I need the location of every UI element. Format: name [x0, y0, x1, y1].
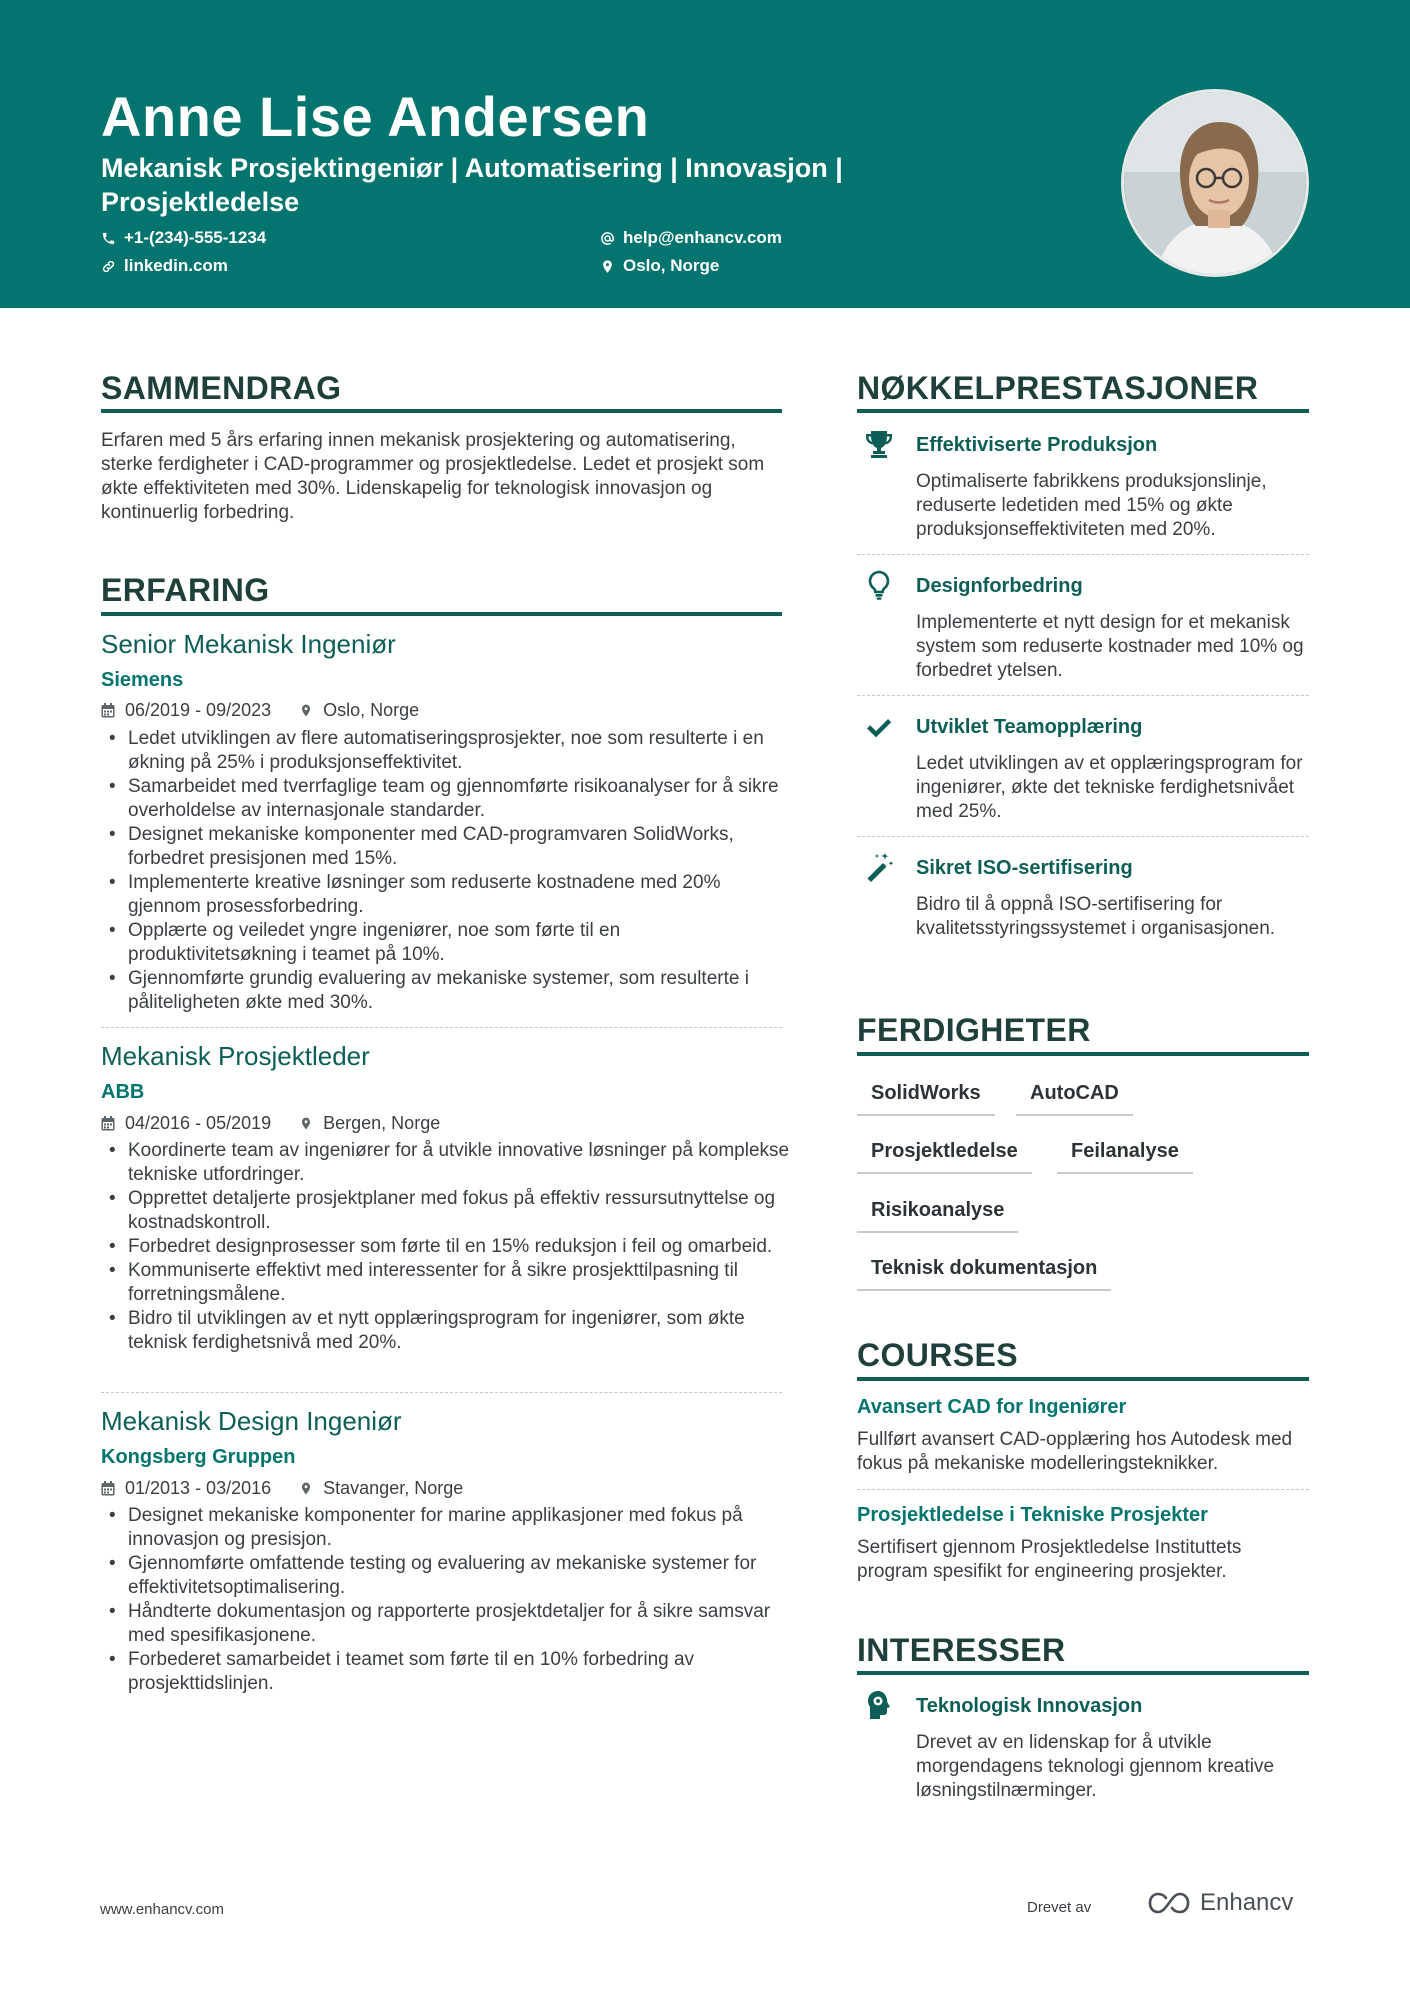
job-bullet: • Designet mekaniske komponenter med CAD-programvaren SolidWorks, forbedret presisjonen med 15%.: [101, 823, 791, 871]
job-dates: 06/2019 - 09/2023: [125, 700, 272, 720]
experience-rule: [101, 612, 782, 616]
calendar-icon: [101, 703, 115, 718]
job-bullet: • Implementerte kreative løsninger som reduserte kostnadene med 20% gjennom prosessforbedring.: [101, 871, 791, 919]
enhancv-logo-icon: [1146, 1889, 1192, 1917]
experience-heading: ERFARING: [101, 572, 270, 608]
job-bullet: • Gjennomførte grundig evaluering av mekaniske systemer, som resulterte i påliteligheten økte med 30%.: [101, 967, 791, 1015]
location-pin-icon: [600, 259, 615, 274]
job-meta: [101, 1113, 440, 1134]
courses-heading: COURSES: [857, 1337, 1019, 1373]
interest-title: Teknologisk Innovasjon: [916, 1695, 1143, 1717]
course-title: Prosjektledelse i Tekniske Prosjekter: [857, 1504, 1208, 1526]
job-bullet: • Designet mekaniske komponenter for marine applikasjoner med fokus på innovasjon og presisjon.: [101, 1504, 791, 1552]
brand-name: Enhancv: [1200, 1889, 1294, 1916]
skill-tag: Risikoanalyse: [857, 1193, 1018, 1233]
job-bullet: • Kommuniserte effektivt med interessenter for å sikre prosjekttilpasning til forretningsmålene.: [101, 1259, 791, 1307]
job-bullet: • Samarbeidet med tverrfaglige team og gjennomførte risikoanalyser for å sikre overholdelse av internasjonale standarder.: [101, 775, 791, 823]
resume-header: [0, 0, 1410, 308]
job-company: ABB: [101, 1081, 145, 1103]
skills-heading: FERDIGHETER: [857, 1012, 1091, 1048]
divider: [857, 836, 1309, 837]
achievement-text: Ledet utviklingen av et opplæringsprogram for ingeniører, økte det tekniske ferdighetsnivået med 25%.: [916, 753, 1303, 822]
link-icon: [101, 259, 116, 274]
job-location: Oslo, Norge: [323, 700, 420, 720]
job-meta: [101, 700, 419, 721]
calendar-icon: [101, 1116, 115, 1131]
job-meta: [101, 1478, 463, 1499]
job-bullet: • Forbedret designprosesser som førte til en 15% reduksjon i feil og omarbeid.: [101, 1235, 791, 1259]
candidate-name: Anne Lise Andersen: [101, 85, 650, 148]
summary-heading: SAMMENDRAG: [101, 370, 342, 406]
job-bullets: [101, 1504, 791, 1696]
job-company: Siemens: [101, 669, 184, 691]
footer-powered-by: Drevet av: [1027, 1899, 1092, 1916]
contact-linkedin[interactable]: [101, 256, 228, 276]
achievement-title: Effektiviserte Produksjon: [916, 434, 1158, 456]
job-company: Kongsberg Gruppen: [101, 1446, 296, 1468]
achievement-text: Bidro til å oppnå ISO-sertifisering for kvalitetsstyringssystemet i organisasjonen.: [916, 894, 1276, 939]
location-pin-icon: [299, 1481, 313, 1496]
head-gear-icon: [861, 1689, 897, 1725]
job-location: Stavanger, Norge: [323, 1478, 464, 1498]
interest-text: Drevet av en lidenskap for å utvikle morgendagens teknologi gjennom kreative løsningstilnærminger.: [916, 1732, 1275, 1801]
divider: [101, 1392, 782, 1393]
skill-tag: SolidWorks: [857, 1076, 995, 1116]
footer-website[interactable]: www.enhancv.com: [100, 1901, 224, 1918]
job-bullet: • Koordinerte team av ingeniører for å utvikle innovative løsninger på komplekse tekniske utfordringer.: [101, 1139, 791, 1187]
job-bullets: [101, 727, 791, 1015]
location-pin-icon: [299, 703, 313, 718]
phone-icon: [101, 231, 116, 246]
skill-tag: Feilanalyse: [1057, 1134, 1193, 1174]
summary-rule: [101, 409, 782, 413]
skills-rule: [857, 1052, 1309, 1056]
phone-text: +1-(234)-555-1234: [124, 228, 267, 247]
trophy-icon: [861, 428, 897, 464]
lightbulb-icon: [861, 569, 897, 605]
skill-tag: Prosjektledelse: [857, 1134, 1032, 1174]
summary-text: Erfaren med 5 års erfaring innen mekanisk prosjektering og automatisering, sterke ferdigheter i CAD-programmer og prosjektledelse. Ledet et prosjekt som økte effektiviteten med 30%. Lidenskapelig for teknologisk innovasjon og kontinuerlig forbedring.: [101, 430, 765, 523]
achievement-text: Optimaliserte fabrikkens produksjonslinje, reduserte ledetiden med 15% og økte produksjonseffektiviteten med 20%.: [916, 471, 1267, 540]
achievement-title: Utviklet Teamopplæring: [916, 716, 1143, 738]
job-bullet: • Håndterte dokumentasjon og rapporterte prosjektdetaljer for å sikre samsvar med spesifikasjonene.: [101, 1600, 791, 1648]
brand-logo[interactable]: [1146, 1889, 1293, 1917]
location-pin-icon: [299, 1116, 313, 1131]
job-bullet: • Gjennomførte omfattende testing og evaluering av mekaniske systemer for effektivitetsoptimalisering.: [101, 1552, 791, 1600]
linkedin-text: linkedin.com: [124, 256, 228, 275]
job-dates: 04/2016 - 05/2019: [125, 1113, 272, 1133]
job-bullet: • Bidro til utviklingen av et nytt opplæringsprogram for ingeniører, som økte teknisk ferdighetsnivå med 20%.: [101, 1307, 791, 1355]
contact-email[interactable]: [600, 228, 782, 248]
achievement-text: Implementerte et nytt design for et mekanisk system som reduserte kostnader med 10% og forbedret ytelsen.: [916, 612, 1304, 681]
divider: [857, 695, 1309, 696]
contact-phone[interactable]: [101, 228, 266, 248]
calendar-icon: [101, 1481, 115, 1496]
job-title: Mekanisk Design Ingeniør: [101, 1406, 402, 1436]
interests-heading: INTERESSER: [857, 1632, 1066, 1668]
divider: [857, 554, 1309, 555]
divider: [101, 1027, 782, 1028]
job-dates: 01/2013 - 03/2016: [125, 1478, 272, 1498]
course-text: Sertifisert gjennom Prosjektledelse Instituttets program spesifikt for engineering prosjekter.: [857, 1537, 1242, 1582]
location-text: Oslo, Norge: [623, 256, 720, 275]
job-bullets: [101, 1139, 791, 1355]
job-title: Senior Mekanisk Ingeniør: [101, 629, 396, 659]
course-title: Avansert CAD for Ingeniører: [857, 1396, 1127, 1418]
job-bullet: • Forbederet samarbeidet i teamet som førte til en 10% forbedring av prosjekttidslinjen.: [101, 1648, 791, 1696]
divider: [857, 1489, 1309, 1490]
magic-wand-icon: [861, 851, 897, 887]
email-text: help@enhancv.com: [623, 228, 782, 247]
checkmark-icon: [861, 712, 897, 748]
at-icon: [600, 231, 615, 246]
achievements-rule: [857, 409, 1309, 413]
skill-tag: Teknisk dokumentasjon: [857, 1251, 1111, 1291]
job-bullet: • Opplærte og veiledet yngre ingeniører, noe som førte til en produktivitetsøkning i teamet på 10%.: [101, 919, 791, 967]
candidate-headline: Mekanisk Prosjektingeniør | Automatisering | Innovasjon | Prosjektledelse: [101, 153, 843, 217]
contact-location: [600, 256, 719, 276]
job-bullet: • Opprettet detaljerte prosjektplaner med fokus på effektiv ressursutnyttelse og kostnadskontroll.: [101, 1187, 791, 1235]
job-bullet: • Ledet utviklingen av flere automatiseringsprosjekter, noe som resulterte i en økning på 25% i produksjonseffektivitet.: [101, 727, 791, 775]
course-text: Fullført avansert CAD-opplæring hos Autodesk med fokus på mekaniske modelleringsteknikker.: [857, 1429, 1293, 1474]
achievement-title: Sikret ISO-sertifisering: [916, 857, 1133, 879]
courses-rule: [857, 1377, 1309, 1381]
achievements-heading: NØKKELPRESTASJONER: [857, 370, 1259, 406]
profile-photo: [1121, 89, 1309, 277]
skill-tag: AutoCAD: [1016, 1076, 1133, 1116]
achievement-title: Designforbedring: [916, 575, 1083, 597]
interests-rule: [857, 1671, 1309, 1675]
job-title: Mekanisk Prosjektleder: [101, 1041, 370, 1071]
job-location: Bergen, Norge: [323, 1113, 441, 1133]
